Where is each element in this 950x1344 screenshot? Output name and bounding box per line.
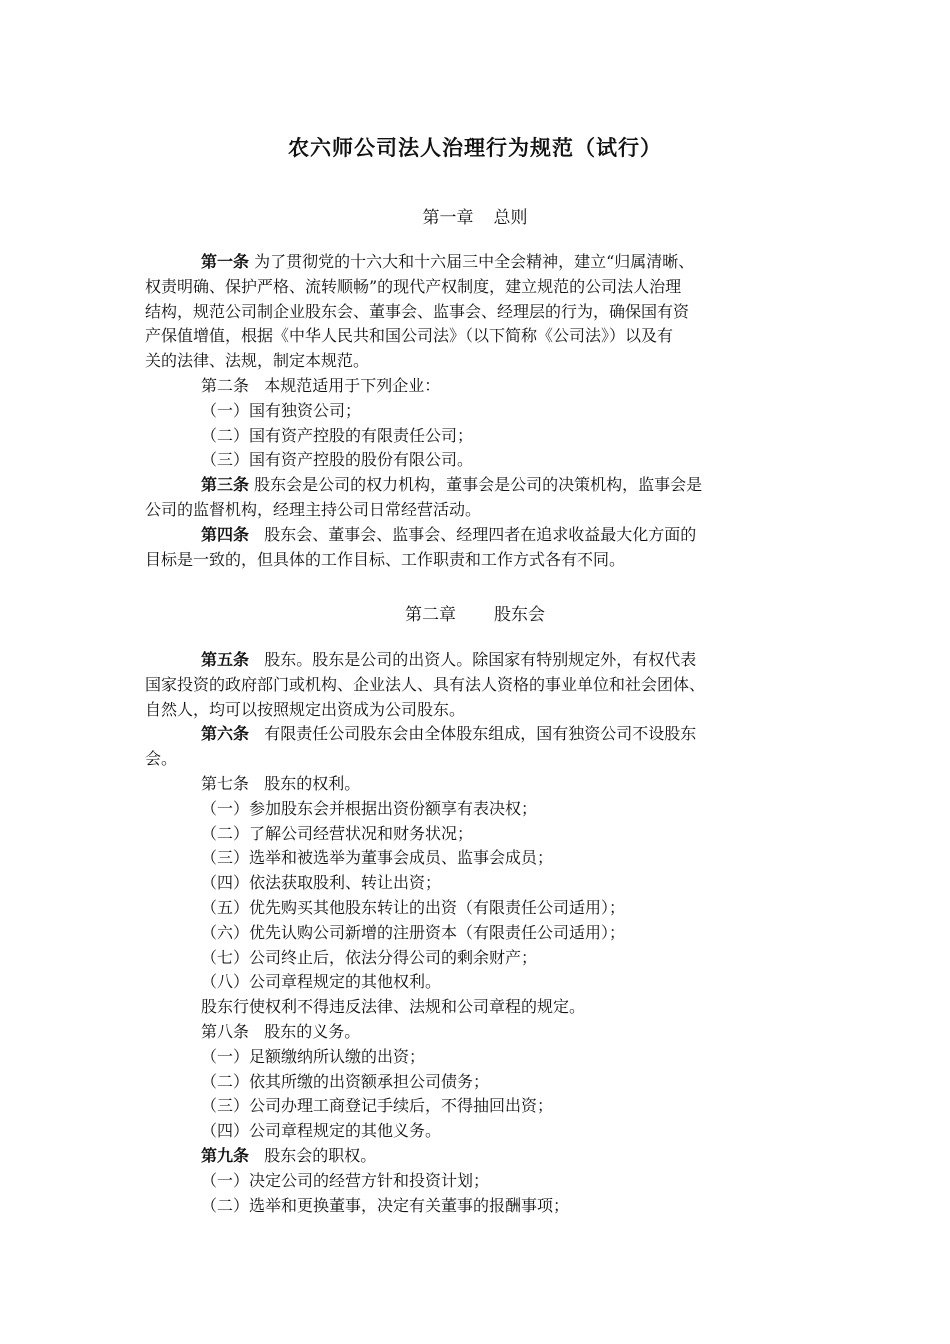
article-label: 第四条 [201, 524, 250, 544]
article-label: 第九条 [201, 1145, 250, 1165]
article-line: 关的法律、法规，制定本规范。 [145, 351, 370, 371]
article-line: 第六条 有限责任公司股东会由全体股东组成，国有独资公司不设股东 [201, 724, 697, 744]
list-item: （一）参加股东会并根据出资份额享有表决权； [201, 798, 538, 818]
article-line: 会。 [145, 749, 178, 769]
article-line: 国家投资的政府部门或机构、企业法人、具有法人资格的事业单位和社会团体、 [145, 674, 706, 694]
list-item: （一）足额缴纳所认缴的出资； [201, 1046, 426, 1066]
article-label: 第八条 [201, 1021, 250, 1041]
list-item: （一）决定公司的经营方针和投资计划； [201, 1170, 490, 1190]
list-item: （五）优先购买其他股东转让的出资（有限责任公司适用）； [201, 897, 626, 917]
chapter-heading [0, 600, 950, 625]
article-label: 第二条 [201, 375, 250, 395]
list-item: （三）公司办理工商登记手续后，不得抽回出资； [201, 1096, 554, 1116]
list-item: （四）公司章程规定的其他义务。 [201, 1121, 442, 1141]
list-item: （二）依其所缴的出资额承担公司债务； [201, 1071, 490, 1091]
article-label: 第七条 [201, 773, 250, 793]
chapter-body [145, 648, 810, 1218]
article-line: 第五条 股东。股东是公司的出资人。除国家有特别规定外，有权代表 [201, 650, 697, 669]
list-item: （八）公司章程规定的其他权利。 [201, 972, 442, 992]
article-line: 产保值增值，根据《中华人民共和国公司法》（以下简称《公司法》）以及有 [145, 326, 674, 346]
article-label: 第三条 [201, 475, 250, 495]
list-item: （二）国有资产控股的有限责任公司； [201, 425, 474, 445]
article-label: 第一条 [201, 252, 250, 271]
article-note: 股东行使权利不得违反法律、法规和公司章程的规定。 [201, 997, 586, 1017]
chapter-name: 总则 [493, 208, 528, 228]
article-line: 第四条 股东会、董事会、监事会、经理四者在追求收益最大化方面的 [201, 524, 697, 544]
list-item: （二）选举和更换董事，决定有关董事的报酬事项； [201, 1195, 570, 1215]
list-item: （三）选举和被选举为董事会成员、监事会成员； [201, 848, 554, 868]
article-line: 目标是一致的，但具体的工作目标、工作职责和工作方式各有不同。 [145, 549, 626, 569]
document-title: 农六师公司法人治理行为规范（试行） [288, 136, 662, 160]
article-line: 第二条 本规范适用于下列企业： [201, 375, 441, 395]
article-line: 结构，规范公司制企业股东会、董事会、监事会、经理层的行为，确保国有资 [145, 301, 690, 321]
list-item: （六）优先认购公司新增的注册资本（有限责任公司适用）； [201, 922, 626, 942]
article-line: 第八条 股东的义务。 [201, 1021, 361, 1041]
article-line: 公司的监督机构，经理主持公司日常经营活动。 [145, 499, 482, 519]
article-line: 第一条 为了贯彻党的十六大和十六届三中全会精神，建立“归属清晰、 [201, 252, 695, 271]
chapter-number: 第一章 [422, 208, 474, 228]
list-item: （一）国有独资公司； [201, 400, 362, 420]
chapter-name: 股东会 [494, 605, 545, 625]
article-line: 自然人，均可以按照规定出资成为公司股东。 [145, 699, 466, 719]
chapter-heading [0, 203, 950, 228]
list-item: （七）公司终止后，依法分得公司的剩余财产； [201, 947, 538, 967]
chapter-body [145, 250, 810, 572]
list-item: （二）了解公司经营状况和财务状况； [201, 823, 474, 843]
list-item: （三）国有资产控股的股份有限公司。 [201, 450, 474, 470]
article-line: 第七条 股东的权利。 [201, 773, 361, 793]
article-label: 第六条 [201, 724, 250, 744]
article-label: 第五条 [201, 650, 250, 669]
article-line: 第三条 股东会是公司的权力机构，董事会是公司的决策机构，监事会是 [201, 475, 703, 495]
article-line: 权责明确、保护严格、流转顺畅”的现代产权制度，建立规范的公司法人治理 [145, 276, 682, 296]
article-line: 第九条 股东会的职权。 [201, 1145, 377, 1165]
list-item: （四）依法获取股利、转让出资； [201, 873, 442, 893]
chapter-number: 第二章 [405, 605, 456, 625]
